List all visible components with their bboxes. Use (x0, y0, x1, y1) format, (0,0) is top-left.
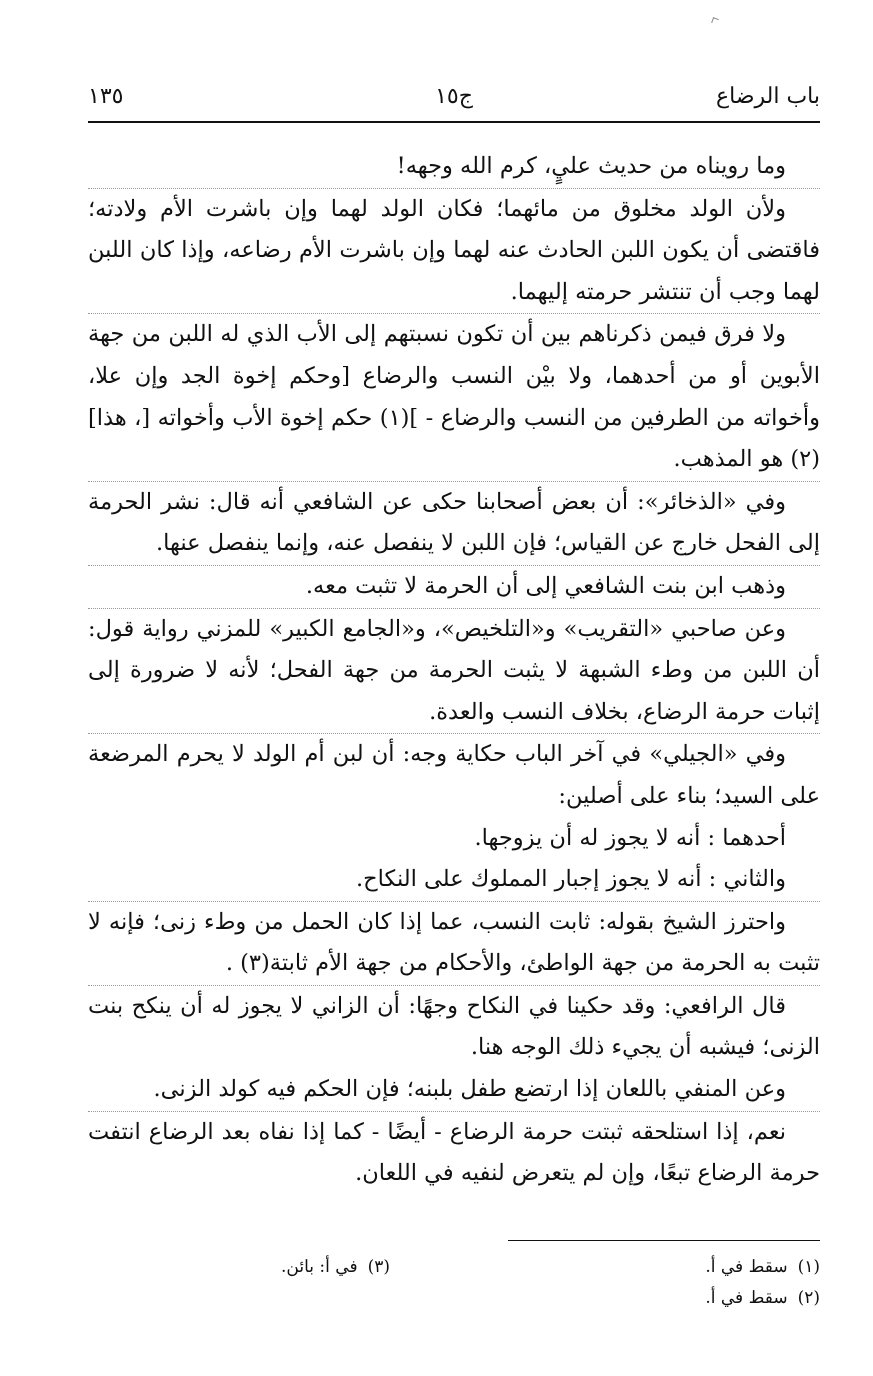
footnote-row (88, 1283, 820, 1314)
paragraph: وما رويناه من حديث عليٍ، كرم الله وجهه! (396, 153, 786, 179)
footnote-text: سقط في أ. (705, 1257, 788, 1277)
footnotes (88, 1252, 820, 1314)
page-number: ١٣٥ (88, 84, 124, 109)
footnote (281, 1252, 390, 1283)
footnote-number: (٢) (797, 1288, 820, 1308)
paragraph: قال الرافعي: وقد حكينا في النكاح وجهًا: أن الزاني لا يجوز له أن ينكح بنت الزنى؛ فيشبه أن يجيء ذلك الوجه هنا. (88, 985, 820, 1069)
paragraph: واحترز الشيخ بقوله: ثابت النسب، عما إذا كان الحمل من وطء زنى؛ فإنه لا تثبت به الحرمة من جهة الواطئ، والأحكام من جهة الأم ثابتة(٣) . (88, 901, 820, 985)
footnote-text: سقط في أ. (705, 1288, 788, 1308)
volume-label: ج١٥ (435, 84, 473, 109)
footnote (705, 1283, 820, 1314)
footnote-text: في أ: بائن. (281, 1257, 358, 1277)
paragraph: وعن صاحبي «التقريب» و«التلخيص»، و«الجامع الكبير» للمزني رواية قول: أن اللبن من وطء الشبهة لا يثبت الحرمة من جهة الفحل؛ لأنه لا ضرورة إلى إثبات حرمة الرضاع، بخلاف النسب والعدة. (88, 608, 820, 734)
scan-speck (711, 17, 719, 25)
paragraph: نعم، إذا استلحقه ثبتت حرمة الرضاع - أيضًا - كما إذا نفاه بعد الرضاع انتفت حرمة الرضاع تبعًا، وإن لم يتعرض لنفيه في اللعان. (88, 1111, 820, 1195)
paragraph: ولا فرق فيمن ذكرناهم بين أن تكون نسبتهم إلى الأب الذي له اللبن من جهة الأبوين أو من أحدهما، ولا بيْن النسب والرضاع [وحكم إخوة الجد وإن علا، وأخواته من الطرفين من النسب والرضاع - ](١) حكم إخوة الأب وأخواته [، هذا](٢) هو المذهب. (88, 313, 820, 480)
paragraph: وعن المنفي باللعان إذا ارتضع طفل بلبنه؛ فإن الحكم فيه كولد الزنى. (153, 1076, 786, 1103)
footnote-rule (508, 1240, 820, 1241)
chapter-title: باب الرضاع (716, 84, 820, 109)
paragraph: وذهب ابن بنت الشافعي إلى أن الحرمة لا تثبت معه. (88, 565, 820, 608)
header-rule (88, 121, 820, 123)
paragraph: ولأن الولد مخلوق من مائهما؛ فكان الولد لهما وإن باشرت الأم ولادته؛ فاقتضى أن يكون اللبن الحادث عنه لهما وإن باشرت الأم رضاعه، وإذا كان اللبن لهما وجب أن تنتشر حرمته إليهما. (88, 188, 820, 314)
paragraph: وفي «الجيلي» في آخر الباب حكاية وجه: أن لبن أم الولد لا يحرم المرضعة على السيد؛ بناء على أصلين: (88, 733, 820, 817)
footnote-number: (١) (797, 1257, 820, 1277)
footnote-row (88, 1252, 820, 1283)
paragraph: أحدهما : أنه لا يجوز له أن يزوجها. (474, 824, 786, 851)
paragraph: وفي «الذخائر»: أن بعض أصحابنا حكى عن الشافعي أنه قال: نشر الحرمة إلى الفحل خارج عن القياس؛ فإن اللبن لا ينفصل عنه، وإنما ينفصل عنها. (88, 481, 820, 565)
running-header (88, 84, 820, 116)
footnote-number: (٣) (367, 1257, 390, 1277)
footnote (705, 1252, 820, 1283)
main-text (88, 146, 820, 1195)
paragraph: والثاني : أنه لا يجوز إجبار المملوك على النكاح. (355, 866, 786, 893)
